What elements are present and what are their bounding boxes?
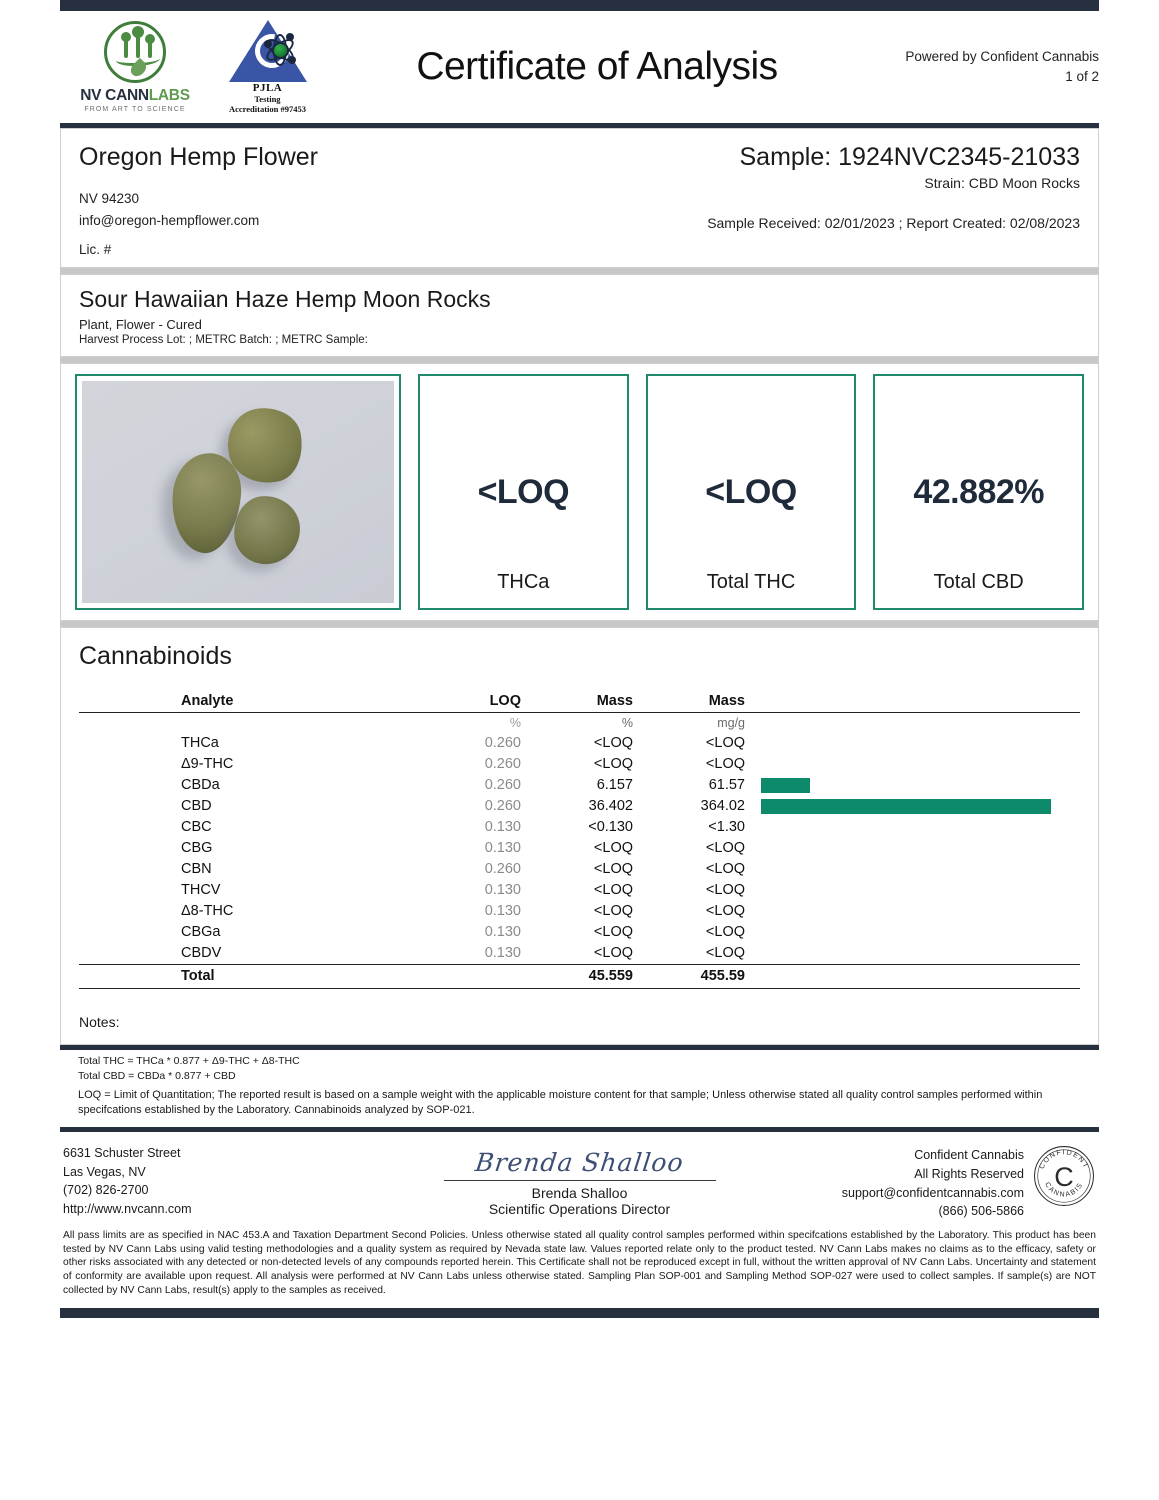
cell-bar	[745, 880, 1080, 901]
cell-analyte: Δ9-THC	[181, 756, 234, 772]
page-footer	[60, 1132, 1099, 1221]
nv-cann-labs-logo	[60, 21, 210, 113]
unit-mass-pct: %	[621, 716, 633, 730]
cell-mass-mgg: <LOQ	[705, 903, 745, 919]
cell-mass-pct: <LOQ	[593, 840, 633, 856]
signatory-role: Scientific Operations Director	[488, 1201, 671, 1218]
table-body	[79, 713, 1080, 965]
cell-bar	[745, 859, 1080, 880]
powered-by-text: Powered by Confident Cannabis	[905, 49, 1099, 65]
stat-value: 42.882%	[913, 472, 1045, 511]
sample-strain: Strain: CBD Moon Rocks	[924, 175, 1080, 191]
units-row	[79, 713, 1080, 733]
stat-label: Total THC	[706, 571, 796, 593]
product-photo	[82, 381, 394, 603]
notes-label: Notes:	[79, 1014, 120, 1030]
cell-mass-mgg: <1.30	[708, 819, 745, 835]
table-row	[79, 859, 1080, 880]
cannabinoids-panel	[60, 627, 1099, 1045]
cell-mass-mgg: 61.57	[708, 777, 745, 793]
cell-analyte: THCa	[181, 735, 219, 751]
stat-label: Total CBD	[933, 571, 1024, 593]
cell-mass-mgg: 364.02	[700, 798, 745, 814]
table-row	[79, 880, 1080, 901]
cell-mass-pct: 6.157	[596, 777, 633, 793]
nv-logo-word-green: LABS	[148, 87, 190, 104]
column-header-mass-mgg: Mass	[633, 693, 745, 713]
calc-loq-definition: LOQ = Limit of Quantitation; The reported result is based on a sample weight with the applicable moisture content for that sample; Unless otherwise stated all quality control samples performed within specifcations established by the Laboratory. Cannabinoids analyzed by SOP-021.	[78, 1088, 1043, 1117]
lab-address-block	[63, 1144, 363, 1221]
product-name: Sour Hawaiian Haze Hemp Moon Rocks	[79, 286, 491, 312]
nv-logo-wordmark	[80, 87, 190, 105]
cell-loq: 0.130	[484, 840, 521, 856]
nv-logo-tagline: FROM ART TO SCIENCE	[84, 106, 186, 113]
svg-text:CONFIDENT: CONFIDENT	[1038, 1149, 1090, 1171]
table-row	[79, 901, 1080, 922]
cell-loq: 0.130	[484, 882, 521, 898]
table-row	[79, 922, 1080, 943]
column-header-bar	[745, 693, 1080, 713]
client-address: NV 94230	[79, 191, 140, 206]
cell-loq: 0.130	[484, 945, 521, 961]
stat-label: THCa	[497, 571, 550, 593]
bottom-band	[60, 1308, 1099, 1318]
stat-card-total-thc	[646, 374, 857, 610]
svg-text:C: C	[1054, 1162, 1074, 1193]
lab-phone: (702) 826-2700	[63, 1183, 149, 1198]
product-panel	[60, 274, 1099, 357]
confident-cannabis-seal-icon	[1032, 1144, 1096, 1208]
value-bar	[761, 778, 810, 793]
cell-loq: 0.260	[484, 798, 521, 814]
calculation-notes	[60, 1050, 1099, 1127]
calc-total-cbd: Total CBD = CBDa * 0.877 + CBD	[78, 1069, 236, 1082]
cell-mass-mgg: <LOQ	[705, 945, 745, 961]
stat-value: <LOQ	[477, 472, 570, 511]
table-foot	[79, 964, 1080, 988]
cell-loq: 0.130	[484, 819, 521, 835]
cc-phone: (866) 506-5866	[938, 1204, 1024, 1219]
page-number: 1 of 2	[1065, 69, 1099, 84]
pjla-label-name: PJLA	[252, 82, 283, 94]
cell-bar	[745, 817, 1080, 838]
cell-bar	[745, 901, 1080, 922]
summary-panel	[60, 363, 1099, 621]
total-mass-pct: 45.559	[521, 964, 633, 986]
sample-meta-block	[707, 143, 1080, 231]
cell-analyte: CBDV	[181, 945, 222, 961]
cell-analyte: THCV	[181, 882, 221, 898]
client-email: info@oregon-hempflower.com	[79, 213, 260, 229]
cell-mass-pct: <LOQ	[593, 861, 633, 877]
table-row	[79, 817, 1080, 838]
legal-disclaimer: All pass limits are as specified in NAC 453.A and Taxation Department Second Policies. Unless otherwise stated all quality control samples performed within specifcations established by the Laboratory. This product has been tested by NV Cann Labs using valid testing methodologies and a quality system as required by Nevada state law. Values reported relate only to the product tested. NV Cann Labs makes no claims as to the efficacy, safety or other risks associated with any detected or non-detected levels of any compounds reported herein. This Certificate shall not be reproduced except in full, without the written approval of NV Cann Labs. Uncertainty and statement of conformity are available upon request. All analysis were performed at NV Cann Labs unless otherwise stated. Sampling Plan SOP-001 and Sampling Method SOP-027 were used to collect samples. If sample(s) are NOT collected by NV Cann Labs, result(s) apply to the samples as received.	[63, 1230, 1096, 1296]
cell-mass-mgg: <LOQ	[705, 840, 745, 856]
total-label: Total	[79, 964, 409, 986]
cannabinoids-table	[79, 693, 1080, 989]
cell-bar	[745, 775, 1080, 796]
powered-by-block	[849, 47, 1099, 86]
nv-labs-emblem-icon	[104, 21, 166, 83]
value-bar	[761, 799, 1051, 814]
signature-line	[444, 1180, 716, 1181]
table-row	[79, 796, 1080, 817]
cell-analyte: CBG	[181, 840, 213, 856]
unit-bar	[745, 713, 1080, 733]
cell-mass-mgg: <LOQ	[705, 882, 745, 898]
cell-mass-pct: <LOQ	[593, 924, 633, 940]
cell-loq: 0.260	[484, 777, 521, 793]
product-type: Plant, Flower - Cured	[79, 317, 202, 332]
cell-loq: 0.260	[484, 861, 521, 877]
table-row	[79, 733, 1080, 754]
cell-bar	[745, 754, 1080, 775]
cell-analyte: Δ8-THC	[181, 903, 234, 919]
table-row	[79, 943, 1080, 965]
column-header-mass-pct: Mass	[521, 693, 633, 713]
signature-block	[363, 1144, 796, 1221]
column-header-loq: LOQ	[409, 693, 521, 713]
moon-rock-nugget	[232, 494, 303, 566]
cell-mass-pct: <LOQ	[593, 735, 633, 751]
cell-mass-mgg: <LOQ	[705, 861, 745, 877]
page-title: Certificate of Analysis	[416, 45, 778, 88]
cell-mass-mgg: <LOQ	[705, 756, 745, 772]
cell-analyte: CBC	[181, 819, 212, 835]
total-bar	[745, 964, 1080, 986]
pjla-label-testing: Testing	[254, 94, 281, 104]
cell-mass-mgg: <LOQ	[705, 735, 745, 751]
client-license: Lic. #	[79, 242, 112, 257]
stat-value: <LOQ	[705, 472, 797, 511]
cell-bar	[745, 838, 1080, 859]
cell-loq: 0.260	[484, 735, 521, 751]
cell-loq: 0.130	[484, 903, 521, 919]
signature-script: Brenda Shalloo	[473, 1148, 686, 1178]
total-loq	[409, 964, 521, 986]
table-row	[79, 838, 1080, 859]
confident-cannabis-block	[796, 1144, 1096, 1221]
cell-bar	[745, 733, 1080, 754]
lab-street: 6631 Schuster Street	[63, 1146, 181, 1161]
product-metrc-meta: Harvest Process Lot: ; METRC Batch: ; METRC Sample:	[79, 334, 368, 346]
total-row	[79, 964, 1080, 986]
svg-text:CANNABIS: CANNABIS	[1043, 1181, 1085, 1199]
cell-mass-pct: <LOQ	[593, 903, 633, 919]
cell-mass-pct: 36.402	[588, 798, 633, 814]
calc-total-thc: Total THC = THCa * 0.877 + Δ9-THC + Δ8-THC	[78, 1055, 300, 1067]
total-mass-mgg: 455.59	[633, 964, 745, 986]
pjla-label-accreditation: Accreditation #97453	[228, 104, 307, 114]
column-header-analyte: Analyte	[79, 693, 409, 713]
table-row	[79, 775, 1080, 796]
cell-loq: 0.260	[484, 756, 521, 772]
lab-city: Las Vegas, NV	[63, 1164, 146, 1179]
unit-loq: %	[509, 716, 521, 730]
cc-rights: All Rights Reserved	[914, 1166, 1024, 1181]
unit-analyte	[79, 713, 409, 733]
sample-id: Sample: 1924NVC2345-21033	[739, 143, 1080, 171]
cell-analyte: CBD	[181, 798, 212, 814]
sample-info-panel	[60, 128, 1099, 268]
signatory-name: Brenda Shalloo	[531, 1185, 628, 1202]
sample-dates: Sample Received: 02/01/2023 ; Report Created: 02/08/2023	[707, 215, 1080, 231]
cell-bar	[745, 922, 1080, 943]
client-company-name: Oregon Hemp Flower	[79, 143, 318, 171]
nv-logo-word-dark: NV CANN	[80, 87, 149, 104]
total-bottom-rule	[79, 986, 1080, 988]
lab-website[interactable]: http://www.nvcann.com	[63, 1201, 192, 1216]
table-row	[79, 754, 1080, 775]
stat-card-total-cbd	[873, 374, 1084, 610]
cannabinoids-heading: Cannabinoids	[79, 642, 232, 670]
pjla-emblem-icon	[229, 20, 307, 82]
moon-rock-nugget	[167, 450, 245, 557]
pjla-accreditation-logo	[210, 20, 325, 114]
cc-contact-text	[842, 1144, 1024, 1221]
cell-mass-mgg: <LOQ	[705, 924, 745, 940]
cell-mass-pct: <LOQ	[593, 882, 633, 898]
cc-name: Confident Cannabis	[914, 1148, 1024, 1163]
cell-bar	[745, 796, 1080, 817]
product-photo-frame	[75, 374, 401, 610]
cell-analyte: CBGa	[181, 924, 221, 940]
cell-loq: 0.130	[484, 924, 521, 940]
cell-mass-pct: <LOQ	[593, 756, 633, 772]
stat-card-thca	[418, 374, 629, 610]
page-header	[60, 11, 1099, 123]
cc-email[interactable]: support@confidentcannabis.com	[841, 1185, 1024, 1200]
cell-mass-pct: <LOQ	[593, 945, 633, 961]
top-band	[60, 0, 1099, 11]
cell-bar	[745, 943, 1080, 965]
unit-mass-mgg: mg/g	[717, 716, 745, 730]
cell-analyte: CBN	[181, 861, 212, 877]
cell-mass-pct: <0.130	[588, 819, 633, 835]
cell-analyte: CBDa	[181, 777, 220, 793]
table-header-row	[79, 693, 1080, 713]
